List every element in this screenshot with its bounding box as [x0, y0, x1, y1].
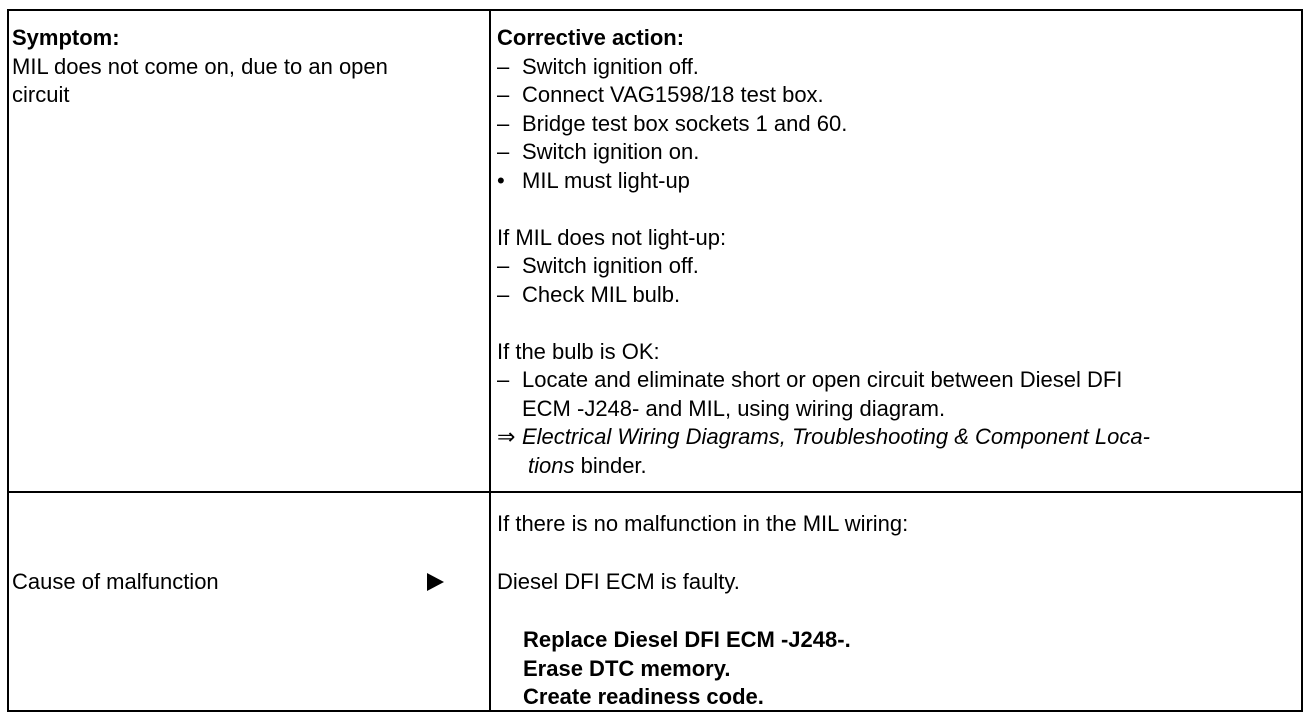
check-text: MIL must light-up	[522, 167, 690, 193]
step-item	[497, 53, 1295, 82]
check-item	[497, 167, 1295, 196]
step-item	[497, 138, 1295, 167]
remedy-actions	[523, 626, 851, 712]
locate-text-line2: ECM -J248- and MIL, using wiring diagram.	[522, 395, 946, 421]
troubleshooting-table	[7, 9, 1303, 712]
ecm-faulty-text: Diesel DFI ECM is faulty.	[497, 569, 740, 594]
reference-title-line2: tions	[528, 452, 575, 478]
remedy-cell	[491, 493, 1303, 712]
symptom-text-line1: MIL does not come on, due to an open	[12, 53, 388, 79]
remedy-action: Replace Diesel DFI ECM -J248-.	[523, 627, 851, 652]
step-dash: –	[497, 253, 510, 278]
reference-item	[497, 423, 1295, 452]
if-not-lit-text: If MIL does not light-up:	[497, 224, 727, 250]
symptom-cell	[9, 11, 489, 491]
bullet-icon: •	[497, 167, 505, 193]
reference-line2	[497, 452, 1295, 481]
step-dash: –	[497, 53, 510, 79]
arrow-right-icon	[427, 573, 444, 591]
symptom-text-line2: circuit	[12, 82, 70, 107]
step-dash: –	[497, 367, 510, 392]
step-dash: –	[497, 82, 510, 107]
locate-item	[497, 366, 1295, 395]
spacer	[497, 195, 1295, 224]
symptom-heading: Symptom:	[12, 25, 120, 50]
step-text: Switch ignition on.	[522, 139, 700, 164]
cause-cell	[9, 493, 489, 712]
corrective-heading: Corrective action:	[497, 25, 685, 50]
step-dash: –	[497, 281, 510, 307]
spacer	[497, 309, 1295, 338]
cause-label: Cause of malfunction	[12, 569, 219, 594]
reference-tail: binder.	[574, 452, 647, 478]
step-text: Bridge test box sockets 1 and 60.	[522, 110, 848, 136]
if-bulb-ok-text: If the bulb is OK:	[497, 338, 660, 364]
step-item	[497, 110, 1295, 139]
step-text: Connect VAG1598/18 test box.	[522, 82, 824, 107]
step-item	[497, 252, 1295, 281]
step-text: Switch ignition off.	[522, 253, 699, 278]
step-dash: –	[497, 139, 510, 164]
corrective-action-cell	[491, 11, 1303, 491]
remedy-action: Erase DTC memory.	[523, 655, 731, 681]
step-text: Check MIL bulb.	[522, 281, 681, 307]
reference-title-line1: Electrical Wiring Diagrams, Troubleshooting & Component Loca-	[522, 424, 1150, 449]
step-dash: –	[497, 110, 510, 136]
no-fault-text: If there is no malfunction in the MIL wiring:	[497, 511, 909, 536]
reference-arrow-icon: ⇒	[497, 424, 516, 449]
step-item	[497, 81, 1295, 110]
locate-text-line1: Locate and eliminate short or open circuit between Diesel DFI	[522, 367, 1123, 392]
remedy-action: Create readiness code.	[523, 684, 764, 709]
step-text: Switch ignition off.	[522, 53, 699, 79]
step-item	[497, 281, 1295, 310]
